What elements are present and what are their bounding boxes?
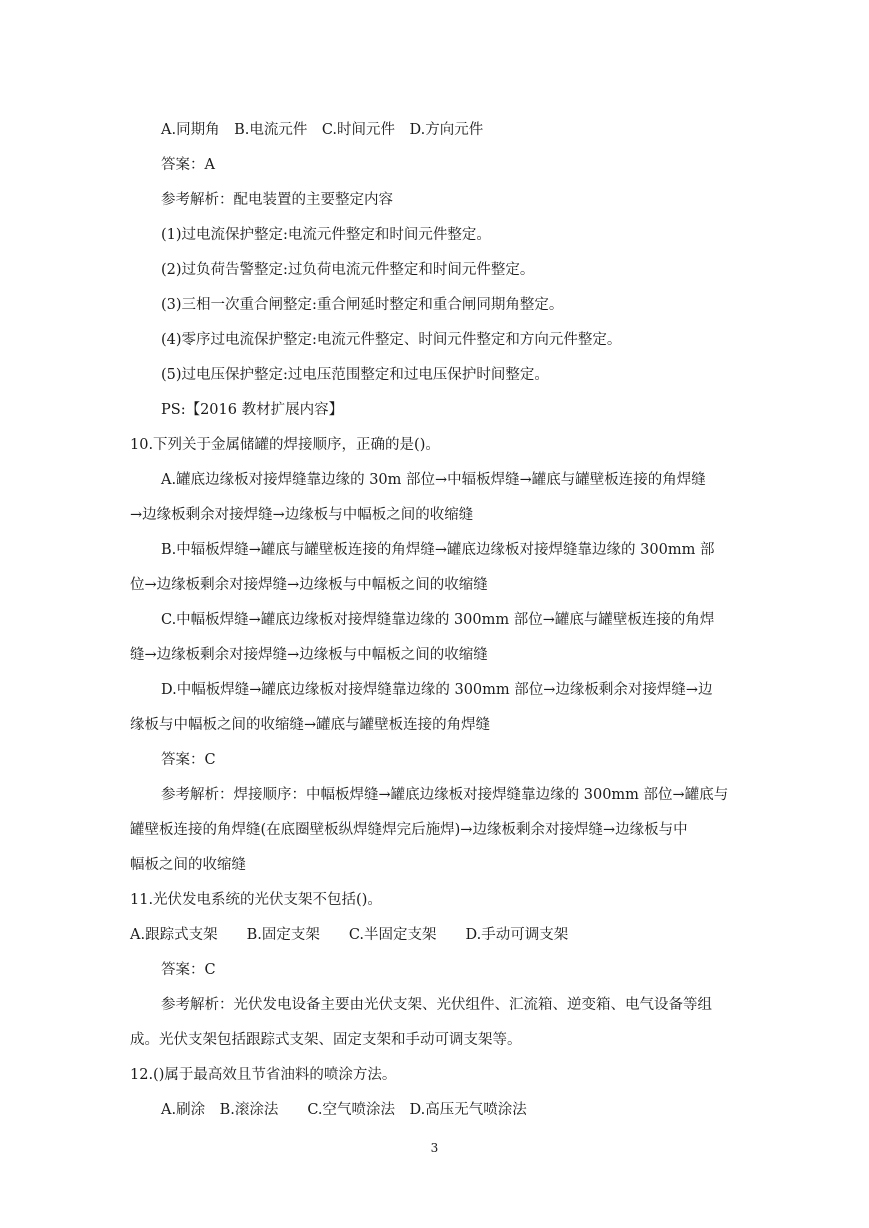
q9-ps-note: PS:【2016 教材扩展内容】 [161,402,344,418]
q11-analysis-line2: 成。光伏支架包括跟踪式支架、固定支架和手动可调支架等。 [130,1032,522,1048]
q10-analysis-line3: 幅板之间的收缩缝 [130,857,246,873]
q10-answer: 答案：C [161,752,216,768]
q10-option-b-line1: B.中辐板焊缝→罐底与罐壁板连接的角焊缝→罐底边缘板对接焊缝靠边缘的 300mm 部 [161,542,715,558]
q9-analysis-heading: 参考解析：配电装置的主要整定内容 [161,192,393,208]
q9-options: A.同期角 B.电流元件 C.时间元件 D.方向元件 [161,122,484,138]
q11-answer: 答案：C [161,962,216,978]
q10-question: 10.下列关于金属储罐的焊接顺序，正确的是()。 [130,437,440,453]
q10-analysis-line2: 罐壁板连接的角焊缝(在底圈壁板纵焊缝焊完后施焊)→边缘板剩余对接焊缝→边缘板与中 [130,822,688,838]
q12-options: A.刷涂 B.滚涂法 C.空气喷涂法 D.高压无气喷涂法 [161,1102,527,1118]
page-number: 3 [430,1141,439,1155]
q11-question: 11.光伏发电系统的光伏支架不包括()。 [130,892,382,908]
q11-options: A.跟踪式支架 B.固定支架 C.半固定支架 D.手动可调支架 [130,927,569,943]
q10-option-a-line2: →边缘板剩余对接焊缝→边缘板与中幅板之间的收缩缝 [130,507,474,523]
q10-option-d-line2: 缘板与中幅板之间的收缩缝→罐底与罐壁板连接的角焊缝 [130,717,491,733]
q11-analysis-line1: 参考解析：光伏发电设备主要由光伏支架、光伏组件、汇流箱、逆变箱、电气设备等组 [161,997,712,1013]
q12-question: 12.()属于最高效且节省油料的喷涂方法。 [130,1067,397,1083]
q9-analysis-item-5: (5)过电压保护整定:过电压范围整定和过电压保护时间整定。 [161,367,549,383]
q9-analysis-item-4: (4)零序过电流保护整定:电流元件整定、时间元件整定和方向元件整定。 [161,332,622,348]
q9-analysis-item-1: (1)过电流保护整定:电流元件整定和时间元件整定。 [161,227,491,243]
q9-analysis-item-2: (2)过负荷告警整定:过负荷电流元件整定和时间元件整定。 [161,262,535,278]
q10-option-a-line1: A.罐底边缘板对接焊缝靠边缘的 30m 部位→中辐板焊缝→罐底与罐壁板连接的角焊缝 [161,472,706,488]
q10-option-d-line1: D.中幅板焊缝→罐底边缘板对接焊缝靠边缘的 300mm 部位→边缘板剩余对接焊缝→边 [161,682,713,698]
q9-answer: 答案：A [161,157,215,173]
q10-analysis-line1: 参考解析：焊接顺序：中幅板焊缝→罐底边缘板对接焊缝靠边缘的 300mm 部位→罐底与 [161,787,729,803]
q10-option-b-line2: 位→边缘板剩余对接焊缝→边缘板与中幅板之间的收缩缝 [130,577,488,593]
q9-analysis-item-3: (3)三相一次重合闸整定:重合闸延时整定和重合闸同期角整定。 [161,297,564,313]
q10-option-c-line1: C.中幅板焊缝→罐底边缘板对接焊缝靠边缘的 300mm 部位→罐底与罐壁板连接的角焊 [161,612,715,628]
q10-option-c-line2: 缝→边缘板剩余对接焊缝→边缘板与中幅板之间的收缩缝 [130,647,488,663]
